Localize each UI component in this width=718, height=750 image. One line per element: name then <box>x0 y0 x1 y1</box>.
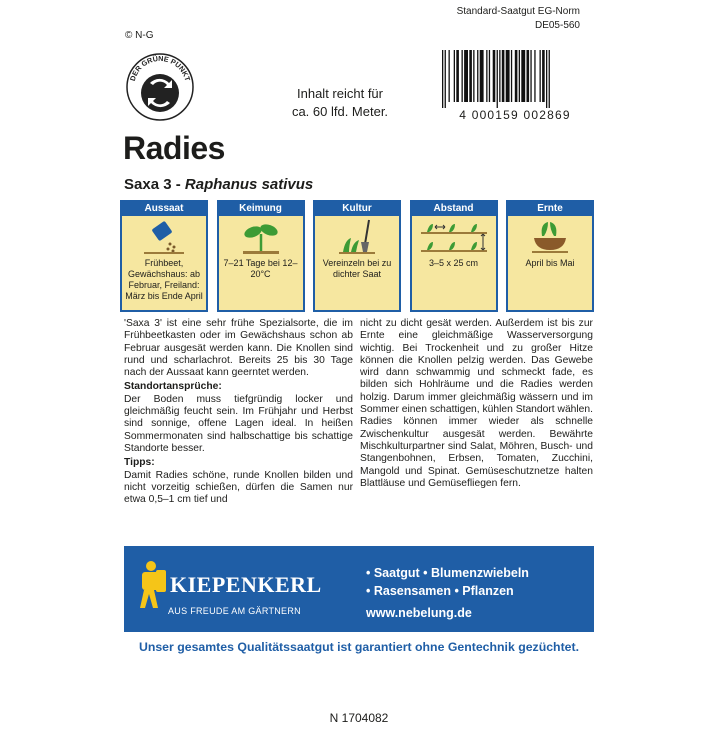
barcode-bar <box>515 50 518 102</box>
barcode-bar <box>477 50 478 102</box>
tips-text: Damit Radies schöne, runde Knollen bilden und nicht vorzeitig schießen, dürfen die Samen nur etwa 0,5–1 cm tief und <box>124 469 353 506</box>
icon-box-keimung <box>217 200 305 312</box>
seed-bag-icon <box>144 218 184 254</box>
icon-box-label: Ernte <box>508 202 592 216</box>
barcode-bar <box>462 50 463 102</box>
barcode-bar <box>521 50 525 102</box>
spade-icon <box>337 218 377 254</box>
standard-line: Standard-Saatgut EG-Norm <box>456 6 580 17</box>
content-line-2: ca. 60 lfd. Meter. <box>291 104 389 119</box>
spacing-icon <box>421 218 487 254</box>
copyright-notice: © N-G <box>125 30 154 41</box>
barcode-bar <box>540 50 541 102</box>
intro-text: 'Saxa 3' ist eine sehr frühe Spezialsorte, die im Frühbeetkasten oder im Gewächshaus schon ab Februar ausgesät werden kann. Die Knollen sind rund und scharlachrot. Bereits 25 bis 30 Tage nach der Aussaat kann geerntet werden. <box>124 318 353 379</box>
barcode-bar <box>493 50 496 102</box>
brand-name: KIEPENKERL <box>170 572 322 597</box>
barcode-bar <box>486 50 487 102</box>
barcode-bar <box>445 50 446 108</box>
lot-number: N 1704082 <box>329 711 389 725</box>
brand-tagline: AUS FREUDE AM GÄRTNERN <box>168 606 301 616</box>
barcode-bar <box>497 50 498 108</box>
barcode-bar <box>534 50 535 102</box>
barcode-bar <box>480 50 484 102</box>
icon-box-ernte <box>506 200 594 312</box>
barcode-bar <box>530 50 531 102</box>
barcode-bar <box>489 50 490 102</box>
icon-box-label: Abstand <box>412 202 496 216</box>
barcode-bar <box>542 50 545 102</box>
banner-url: www.nebelung.de <box>366 606 472 620</box>
barcode-bar <box>469 50 472 102</box>
content-line-1: Inhalt reicht für <box>297 86 383 101</box>
harvest-bowl-icon <box>530 218 570 254</box>
icon-box-label: Keimung <box>219 202 303 216</box>
tips-heading: Tipps: <box>124 457 155 469</box>
site-text: Der Boden muss tiefgründig locker und gleichmäßig feucht sein. Im Frühjahr und Herbst sind sonnige, offene Lagen ideal. In heißen Sommermonaten sind halbschattige bis schattige Standorte besser. <box>124 393 353 454</box>
barcode-bar <box>464 50 468 102</box>
standard-label <box>457 5 580 33</box>
standard-code: DE05-560 <box>534 20 580 31</box>
barcode-bar <box>449 50 450 102</box>
barcode-bar <box>519 50 520 102</box>
barcode-bar <box>454 50 455 102</box>
icon-box-abstand <box>410 200 498 312</box>
gmo-free-guarantee: Unser gesamtes Qualitätssaatgut ist garantiert ohne Gentechnik gezüchtet. <box>138 640 580 654</box>
barcode-bar <box>546 50 547 108</box>
gruener-punkt-logo <box>125 52 195 122</box>
icon-box-kultur <box>313 200 401 312</box>
variety-name: Saxa 3 - <box>124 176 181 193</box>
barcode-bar <box>506 50 510 102</box>
barcode-bar <box>473 50 474 102</box>
banner-products-line-2: • Rasensamen • Pflanzen <box>366 584 514 598</box>
icon-box-text: 3–5 x 25 cm <box>428 258 479 268</box>
barcode <box>440 50 590 108</box>
kiepenkerl-figure-icon <box>134 560 168 610</box>
barcode-bar <box>456 50 459 102</box>
icon-box-aussaat <box>120 200 208 312</box>
barcode-bar <box>502 50 505 102</box>
site-heading: Standortansprüche: <box>124 381 222 393</box>
barcode-bar <box>511 50 512 102</box>
description-column-1 <box>124 318 353 506</box>
barcode-bar <box>527 50 530 102</box>
icon-box-label: Kultur <box>315 202 399 216</box>
banner-products-line-1: • Saatgut • Blumenzwiebeln <box>366 566 529 580</box>
barcode-bar <box>549 50 550 108</box>
product-subtitle <box>124 176 313 193</box>
icon-box-text: Frühbeet, Gewächshaus: ab Februar, Freiland: März bis Ende April <box>125 258 203 301</box>
barcode-bar <box>499 50 500 102</box>
tips-continued-text: nicht zu dicht gesät werden. Außerdem ist bis zur Ernte eine gleichmäßige Wasserversorgung wichtig. Bei Trockenheit und zu großer Hitze können die Knollen pelzig werden. Das Gewebe wird dann schwammig und schmeckt fade, es bilden sich Hohlräume und die Radies werden holzig. Darum immer gleichmäßig wässern und im Sommer einen schattigen, kühlen Standort wählen. Radies können immer wieder als schnelle Zwischenkultur ausgesät werden. Bewährte Mischkulturpartner sind Salat, Möhren, Busch- und Stangenbohnen, Erbsen, Tomaten, Zucchini, Mangold und Spinat. Gemüseschutznetze halten Blattläuse und Gemüsefliegen fern. <box>360 318 593 489</box>
product-name: Radies <box>123 130 225 166</box>
icon-box-text: Vereinzeln bei zu dichter Saat <box>322 258 392 279</box>
logo-text: DER GRÜNE PUNKT <box>127 53 193 83</box>
barcode-digits: 4 000159 002869 <box>459 108 571 122</box>
icon-box-text: April bis Mai <box>525 258 575 268</box>
seedling-icon <box>241 218 281 254</box>
latin-name: Raphanus sativus <box>184 176 314 193</box>
icon-box-label: Aussaat <box>122 202 206 216</box>
description-column-2 <box>360 318 593 490</box>
icon-box-text: 7–21 Tage bei 12–20°C <box>223 258 298 279</box>
content-info <box>270 85 410 121</box>
cultivation-icons <box>120 200 594 312</box>
barcode-bar <box>442 50 443 108</box>
